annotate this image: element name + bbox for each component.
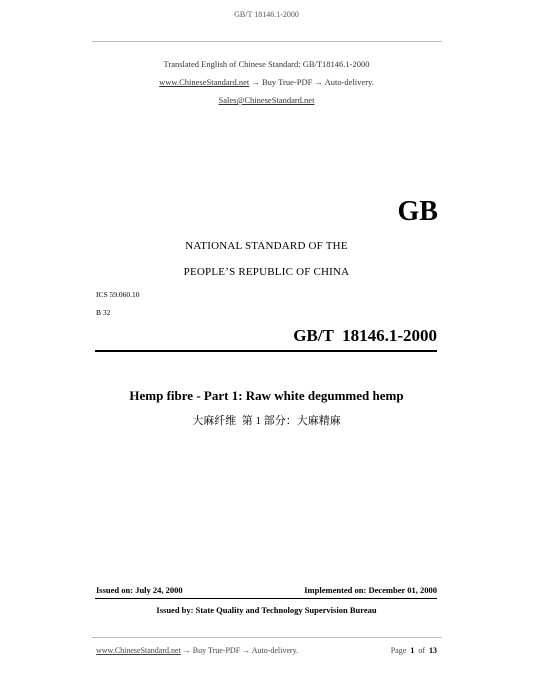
page-label: Page [390,646,407,655]
classification-code: B 32 [96,308,111,317]
site-link[interactable]: www.ChineseStandard.net [159,77,250,87]
issue-rule [95,598,437,599]
page-indicator [391,646,437,655]
document-title-cn: 大麻纤维 第 1 部分：大麻精麻 [192,415,341,427]
footer-rule [92,637,442,638]
issuing-body: Issued by: State Quality and Technology Supervision Bureau [156,605,377,615]
translation-notice: Translated English of Chinese Standard: GB/T18146.1-2000 [163,59,370,69]
page-current: 1 [410,646,415,655]
implemented-date: Implemented on: December 01, 2000 [304,585,437,595]
footer-purchase-text: → Buy True-PDF → Auto-delivery. [180,646,299,655]
issued-date: Issued on: July 24, 2000 [96,585,183,595]
gb-mark: GB [397,196,438,227]
footer-links [96,646,298,655]
national-standard-line1: NATIONAL STANDARD OF THE [185,240,348,252]
running-header: GB/T 18146.1-2000 [234,10,299,19]
email-line [0,95,533,105]
page-of: of [418,646,425,655]
purchase-text: → Buy True-PDF → Auto-delivery. [249,77,374,87]
ics-code: ICS 59.060.10 [96,290,140,299]
standard-number: GB/T 18146.1-2000 [293,326,437,345]
page-total: 13 [429,646,437,655]
national-standard-line2: PEOPLE’S REPUBLIC OF CHINA [183,266,350,278]
title-rule [95,350,437,352]
document-title-en: Hemp fibre - Part 1: Raw white degummed hemp [129,388,404,403]
header-rule [92,41,442,42]
footer-site-link[interactable]: www.ChineseStandard.net [96,646,181,655]
purchase-line [0,77,533,87]
email-link[interactable]: Sales@ChineseStandard.net [218,95,315,105]
